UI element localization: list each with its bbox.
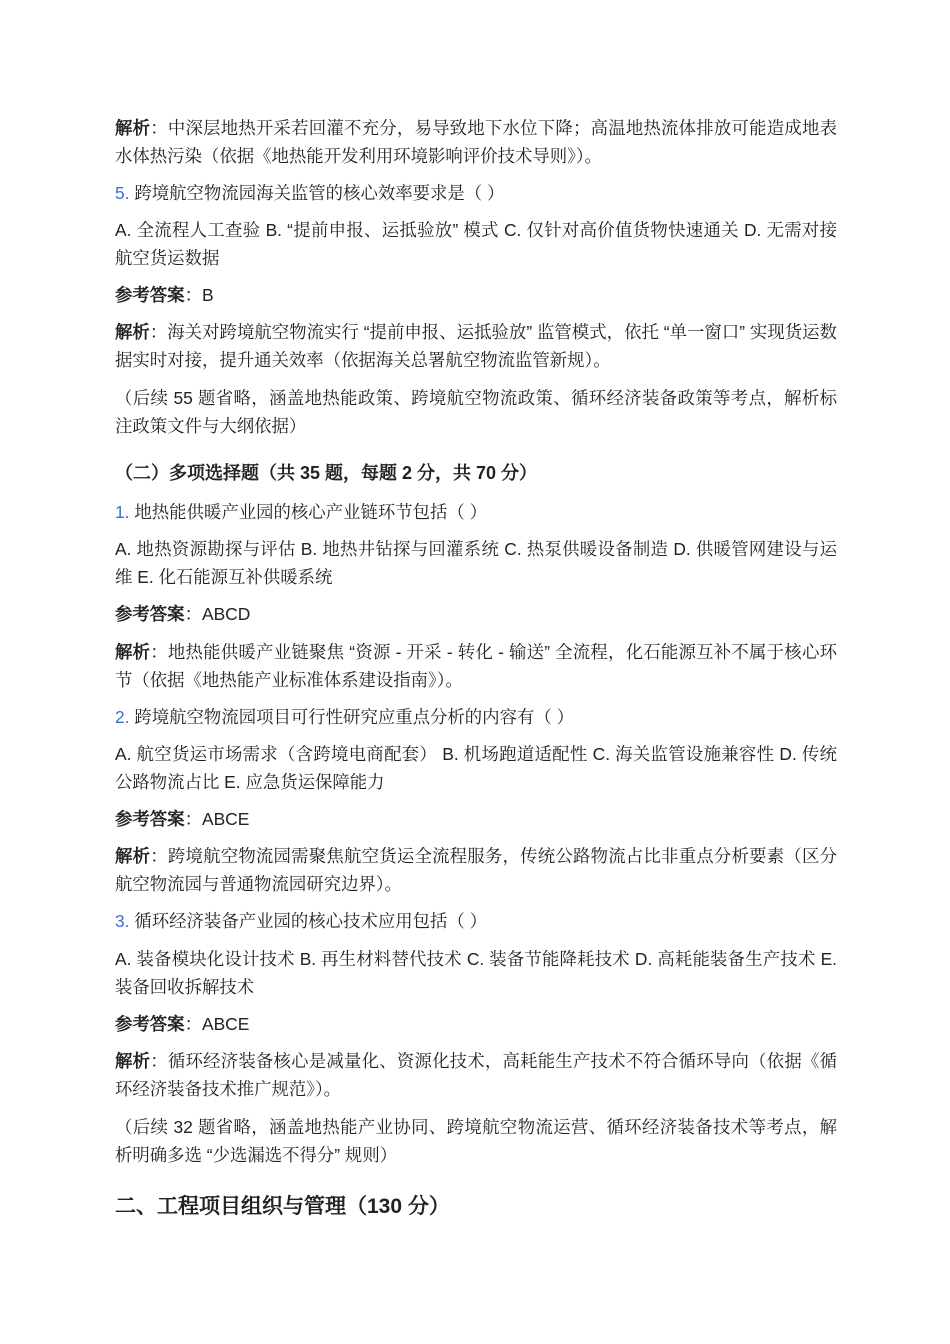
answer-m2: 参考答案：ABCE (115, 809, 250, 829)
analysis-q5: 解析：海关对跨境航空物流实行 “提前申报、运抵验放” 监管模式，依托 “单一窗口” 实现货运数据实时对接，提升通关效率（依据海关总署航空物流监管新规）。 (115, 322, 837, 370)
answer-q5: 参考答案：B (115, 285, 214, 305)
answer-m3: 参考答案：ABCE (115, 1014, 250, 1034)
section-heading-multiple-choice: （二）多项选择题（共 35 题，每题 2 分，共 70 分） (115, 463, 538, 483)
answer-m1: 参考答案：ABCD (115, 604, 251, 624)
analysis-m2: 解析：跨境航空物流园需聚焦航空货运全流程服务，传统公路物流占比非重点分析要素（区分航空物流园与普通物流园研究边界）。 (115, 846, 837, 894)
question-m1: 1. 地热能供暖产业园的核心产业链环节包括（ ） (115, 502, 488, 522)
options-m2: A. 航空货运市场需求（含跨境电商配套） B. 机场跑道适配性 C. 海关监管设施兼容性 D. 传统公路物流占比 E. 应急货运保障能力 (115, 744, 837, 792)
question-m2: 2. 跨境航空物流园项目可行性研究应重点分析的内容有（ ） (115, 707, 574, 727)
part-heading-project-management: 二、工程项目组织与管理（130 分） (115, 1195, 450, 1218)
omission-note-2: （后续 32 题省略，涵盖地热能产业协同、跨境航空物流运营、循环经济装备技术等考点，解析明确多选 “少选漏选不得分” 规则） (115, 1117, 837, 1165)
analysis-q4: 解析：中深层地热开采若回灌不充分，易导致地下水位下降；高温地热流体排放可能造成地表水体热污染（依据《地热能开发利用环境影响评价技术导则》）。 (115, 118, 837, 166)
options-q5: A. 全流程人工查验 B. “提前申报、运抵验放” 模式 C. 仅针对高价值货物快速通关 D. 无需对接航空货运数据 (115, 220, 837, 268)
analysis-m3: 解析：循环经济装备核心是减量化、资源化技术，高耗能生产技术不符合循环导向（依据《循环经济装备技术推广规范》）。 (115, 1051, 837, 1099)
analysis-m1: 解析：地热能供暖产业链聚焦 “资源 - 开采 - 转化 - 输送” 全流程，化石能源互补不属于核心环节（依据《地热能产业标准体系建设指南》）。 (115, 642, 837, 690)
options-m3: A. 装备模块化设计技术 B. 再生材料替代技术 C. 装备节能降耗技术 D. 高耗能装备生产技术 E. 装备回收拆解技术 (115, 949, 837, 997)
question-5: 5. 跨境航空物流园海关监管的核心效率要求是（ ） (115, 183, 505, 203)
omission-note-1: （后续 55 题省略，涵盖地热能政策、跨境航空物流政策、循环经济装备政策等考点，解析标注政策文件与大纲依据） (115, 388, 837, 436)
options-m1: A. 地热资源勘探与评估 B. 地热井钻探与回灌系统 C. 热泵供暖设备制造 D. 供暖管网建设与运维 E. 化石能源互补供暖系统 (115, 539, 837, 587)
question-m3: 3. 循环经济装备产业园的核心技术应用包括（ ） (115, 911, 488, 931)
